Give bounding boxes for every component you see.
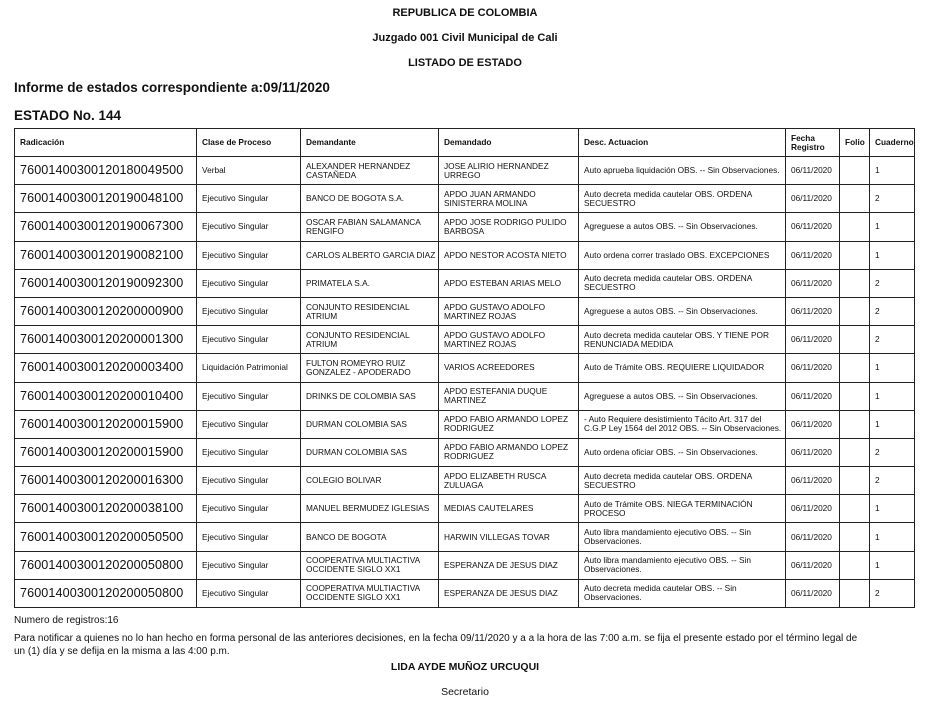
cell-radicacion: 76001400300120190067300 xyxy=(15,213,197,241)
cell-actuacion: Agreguese a autos OBS. -- Sin Observaciones. xyxy=(579,382,786,410)
cell-radicacion: 76001400300120200016300 xyxy=(15,467,197,495)
cell-clase: Ejecutivo Singular xyxy=(197,410,301,438)
cell-actuacion: Auto de Trámite OBS. NIEGA TERMINACIÓN PROCESO xyxy=(579,495,786,523)
cell-demandante: DURMAN COLOMBIA SAS xyxy=(301,438,439,466)
cell-folio xyxy=(840,382,870,410)
notification-line-1: Para notificar a quienes no lo han hecho en forma personal de las anteriores decisiones, en la fecha 09/11/2020 y a a la hora de las 7:00 a.m. se fija el presente estado por el término legal de xyxy=(14,633,858,644)
cell-radicacion: 76001400300120190048100 xyxy=(15,185,197,213)
cell-clase: Ejecutivo Singular xyxy=(197,213,301,241)
cell-radicacion: 76001400300120180049500 xyxy=(15,157,197,185)
cell-folio xyxy=(840,438,870,466)
cell-demandante: ALEXANDER HERNANDEZ CASTAÑEDA xyxy=(301,157,439,185)
cell-radicacion: 76001400300120200000900 xyxy=(15,297,197,325)
cell-folio xyxy=(840,157,870,185)
cell-cuaderno: 2 xyxy=(870,438,915,466)
cell-fecha: 06/11/2020 xyxy=(786,354,840,382)
table-row xyxy=(15,213,915,241)
cell-radicacion: 76001400300120200003400 xyxy=(15,354,197,382)
cell-actuacion: Auto de Trámite OBS. REQUIERE LIQUIDADOR xyxy=(579,354,786,382)
cell-cuaderno: 1 xyxy=(870,410,915,438)
cell-radicacion: 76001400300120200038100 xyxy=(15,495,197,523)
cell-clase: Ejecutivo Singular xyxy=(197,297,301,325)
cell-radicacion: 76001400300120190092300 xyxy=(15,269,197,297)
cell-cuaderno: 1 xyxy=(870,241,915,269)
cell-folio xyxy=(840,297,870,325)
cell-cuaderno: 1 xyxy=(870,354,915,382)
cell-cuaderno: 1 xyxy=(870,551,915,579)
estado-number-heading: ESTADO No. 144 xyxy=(14,108,122,123)
col-header-radicacion: Radicación xyxy=(15,129,197,157)
table-row xyxy=(15,354,915,382)
cell-clase: Ejecutivo Singular xyxy=(197,467,301,495)
cell-demandado: APDO ELIZABETH RUSCA ZULUAGA xyxy=(439,467,579,495)
cell-demandado: APDO ESTEBAN ARIAS MELO xyxy=(439,269,579,297)
cell-demandante: FULTON ROMEYRO RUIZ GONZALEZ - APODERADO xyxy=(301,354,439,382)
cell-clase: Ejecutivo Singular xyxy=(197,551,301,579)
cell-cuaderno: 2 xyxy=(870,297,915,325)
cell-radicacion: 76001400300120200015900 xyxy=(15,438,197,466)
cell-folio xyxy=(840,185,870,213)
cell-demandado: ESPERANZA DE JESUS DIAZ xyxy=(439,551,579,579)
cell-folio xyxy=(840,410,870,438)
cell-radicacion: 76001400300120200050800 xyxy=(15,579,197,607)
record-count: Numero de registros:16 xyxy=(14,615,119,626)
col-header-actuacion: Desc. Actuacion xyxy=(579,129,786,157)
cell-cuaderno: 2 xyxy=(870,185,915,213)
cell-clase: Ejecutivo Singular xyxy=(197,438,301,466)
cell-demandante: MANUEL BERMUDEZ IGLESIAS xyxy=(301,495,439,523)
cell-clase: Liquidación Patrimonial xyxy=(197,354,301,382)
report-date-heading: Informe de estados correspondiente a:09/11/2020 xyxy=(14,80,330,95)
table-row xyxy=(15,523,915,551)
cell-fecha: 06/11/2020 xyxy=(786,297,840,325)
cell-fecha: 06/11/2020 xyxy=(786,241,840,269)
table-header-row xyxy=(15,129,915,157)
cell-clase: Ejecutivo Singular xyxy=(197,382,301,410)
cell-folio xyxy=(840,354,870,382)
col-header-demandante: Demandante xyxy=(301,129,439,157)
cell-demandante: CONJUNTO RESIDENCIAL ATRIUM xyxy=(301,297,439,325)
listing-title: LISTADO DE ESTADO xyxy=(408,57,522,69)
cell-demandante: BANCO DE BOGOTA xyxy=(301,523,439,551)
cell-radicacion: 76001400300120200050500 xyxy=(15,523,197,551)
table-row xyxy=(15,495,915,523)
cell-actuacion: Auto aprueba liquidación OBS. -- Sin Observaciones. xyxy=(579,157,786,185)
cell-demandante: COOPERATIVA MULTIACTIVA OCCIDENTE SIGLO XX1 xyxy=(301,551,439,579)
cell-clase: Verbal xyxy=(197,157,301,185)
cell-folio xyxy=(840,551,870,579)
cell-cuaderno: 1 xyxy=(870,213,915,241)
cell-demandado: VARIOS ACREEDORES xyxy=(439,354,579,382)
table-row xyxy=(15,467,915,495)
table-row xyxy=(15,438,915,466)
cell-clase: Ejecutivo Singular xyxy=(197,495,301,523)
cell-demandante: OSCAR FABIAN SALAMANCA RENGIFO xyxy=(301,213,439,241)
cell-demandado: APDO GUSTAVO ADOLFO MARTINEZ ROJAS xyxy=(439,297,579,325)
cell-cuaderno: 2 xyxy=(870,269,915,297)
cell-demandante: CARLOS ALBERTO GARCIA DIAZ xyxy=(301,241,439,269)
cell-fecha: 06/11/2020 xyxy=(786,438,840,466)
cell-clase: Ejecutivo Singular xyxy=(197,579,301,607)
col-header-cuaderno: Cuaderno xyxy=(870,129,915,157)
cell-actuacion: Auto libra mandamiento ejecutivo OBS. -- Sin Observaciones. xyxy=(579,523,786,551)
cell-radicacion: 76001400300120200010400 xyxy=(15,382,197,410)
court-title: Juzgado 001 Civil Municipal de Cali xyxy=(372,32,558,44)
cell-folio xyxy=(840,269,870,297)
cell-demandado: APDO JOSE RODRIGO PULIDO BARBOSA xyxy=(439,213,579,241)
cell-folio xyxy=(840,579,870,607)
table-row xyxy=(15,241,915,269)
cell-demandado: HARWIN VILLEGAS TOVAR xyxy=(439,523,579,551)
table-row xyxy=(15,326,915,354)
cell-actuacion: Auto decreta medida cautelar OBS. Y TIENE POR RENUNCIADA MEDIDA xyxy=(579,326,786,354)
cell-cuaderno: 1 xyxy=(870,523,915,551)
cell-actuacion: Agreguese a autos OBS. -- Sin Observaciones. xyxy=(579,213,786,241)
cell-demandante: CONJUNTO RESIDENCIAL ATRIUM xyxy=(301,326,439,354)
cell-demandado: APDO FABIO ARMANDO LOPEZ RODRIGUEZ xyxy=(439,438,579,466)
cell-demandante: DRINKS DE COLOMBIA SAS xyxy=(301,382,439,410)
cell-radicacion: 76001400300120200050800 xyxy=(15,551,197,579)
col-header-clase: Clase de Proceso xyxy=(197,129,301,157)
cell-folio xyxy=(840,241,870,269)
table-row xyxy=(15,157,915,185)
cell-actuacion: - Auto Requiere desistimiento Tácito Art. 317 del C.G.P Ley 1564 del 2012 OBS. -- Sin Observaciones. xyxy=(579,410,786,438)
cell-fecha: 06/11/2020 xyxy=(786,579,840,607)
col-header-demandado: Demandado xyxy=(439,129,579,157)
cell-fecha: 06/11/2020 xyxy=(786,157,840,185)
cell-cuaderno: 1 xyxy=(870,382,915,410)
cell-fecha: 06/11/2020 xyxy=(786,326,840,354)
cell-actuacion: Auto ordena oficiar OBS. -- Sin Observaciones. xyxy=(579,438,786,466)
cell-folio xyxy=(840,467,870,495)
cell-actuacion: Auto decreta medida cautelar OBS. ORDENA SECUESTRO xyxy=(579,185,786,213)
cell-folio xyxy=(840,213,870,241)
cell-fecha: 06/11/2020 xyxy=(786,382,840,410)
cell-cuaderno: 2 xyxy=(870,579,915,607)
cell-cuaderno: 1 xyxy=(870,157,915,185)
table-row xyxy=(15,185,915,213)
table-row xyxy=(15,410,915,438)
signer-name: LIDA AYDE MUÑOZ URCUQUI xyxy=(390,661,540,673)
table-row xyxy=(15,382,915,410)
cell-demandado: MEDIAS CAUTELARES xyxy=(439,495,579,523)
signer-role: Secretario xyxy=(441,686,489,698)
table-row xyxy=(15,269,915,297)
cell-clase: Ejecutivo Singular xyxy=(197,269,301,297)
cell-fecha: 06/11/2020 xyxy=(786,269,840,297)
cell-radicacion: 76001400300120190082100 xyxy=(15,241,197,269)
cell-demandado: APDO JUAN ARMANDO SINISTERRA MOLINA xyxy=(439,185,579,213)
cell-demandante: COOPERATIVA MULTIACTIVA OCCIDENTE SIGLO XX1 xyxy=(301,579,439,607)
cell-fecha: 06/11/2020 xyxy=(786,551,840,579)
cell-fecha: 06/11/2020 xyxy=(786,495,840,523)
cell-clase: Ejecutivo Singular xyxy=(197,241,301,269)
cell-fecha: 06/11/2020 xyxy=(786,185,840,213)
cell-clase: Ejecutivo Singular xyxy=(197,185,301,213)
cell-demandado: APDO NESTOR ACOSTA NIETO xyxy=(439,241,579,269)
cell-clase: Ejecutivo Singular xyxy=(197,326,301,354)
cell-folio xyxy=(840,523,870,551)
cell-clase: Ejecutivo Singular xyxy=(197,523,301,551)
table-row xyxy=(15,579,915,607)
cell-demandante: COLEGIO BOLIVAR xyxy=(301,467,439,495)
table-row xyxy=(15,297,915,325)
cell-actuacion: Auto decreta medida cautelar OBS. ORDENA SECUESTRO xyxy=(579,269,786,297)
cell-radicacion: 76001400300120200001300 xyxy=(15,326,197,354)
cell-fecha: 06/11/2020 xyxy=(786,410,840,438)
cell-cuaderno: 2 xyxy=(870,467,915,495)
cell-folio xyxy=(840,326,870,354)
cell-folio xyxy=(840,495,870,523)
cell-fecha: 06/11/2020 xyxy=(786,467,840,495)
cell-cuaderno: 1 xyxy=(870,495,915,523)
cell-actuacion: Agreguese a autos OBS. -- Sin Observaciones. xyxy=(579,297,786,325)
notification-text xyxy=(14,632,914,658)
cell-demandado: APDO GUSTAVO ADOLFO MARTINEZ ROJAS xyxy=(439,326,579,354)
table-row xyxy=(15,551,915,579)
notification-line-2: un (1) día y se defija en la misma a las 4:00 p.m. xyxy=(14,646,230,657)
cell-demandado: APDO ESTEFANIA DUQUE MARTINEZ xyxy=(439,382,579,410)
country-title: REPUBLICA DE COLOMBIA xyxy=(392,7,538,19)
cell-cuaderno: 2 xyxy=(870,326,915,354)
estados-table xyxy=(14,128,915,608)
cell-demandado: JOSE ALIRIO HERNANDEZ URREGO xyxy=(439,157,579,185)
cell-radicacion: 76001400300120200015900 xyxy=(15,410,197,438)
cell-demandante: DURMAN COLOMBIA SAS xyxy=(301,410,439,438)
cell-demandante: PRIMATELA S.A. xyxy=(301,269,439,297)
cell-demandado: ESPERANZA DE JESUS DIAZ xyxy=(439,579,579,607)
col-header-fecha: Fecha Registro xyxy=(786,129,840,157)
cell-actuacion: Auto decreta medida cautelar OBS. -- Sin Observaciones. xyxy=(579,579,786,607)
cell-fecha: 06/11/2020 xyxy=(786,213,840,241)
col-header-folio: Folio xyxy=(840,129,870,157)
cell-actuacion: Auto ordena correr traslado OBS. EXCEPCIONES xyxy=(579,241,786,269)
cell-demandante: BANCO DE BOGOTA S.A. xyxy=(301,185,439,213)
cell-actuacion: Auto decreta medida cautelar OBS. ORDENA SECUESTRO xyxy=(579,467,786,495)
cell-fecha: 06/11/2020 xyxy=(786,523,840,551)
cell-actuacion: Auto libra mandamiento ejecutivo OBS. -- Sin Observaciones. xyxy=(579,551,786,579)
cell-demandado: APDO FABIO ARMANDO LOPEZ RODRIGUEZ xyxy=(439,410,579,438)
